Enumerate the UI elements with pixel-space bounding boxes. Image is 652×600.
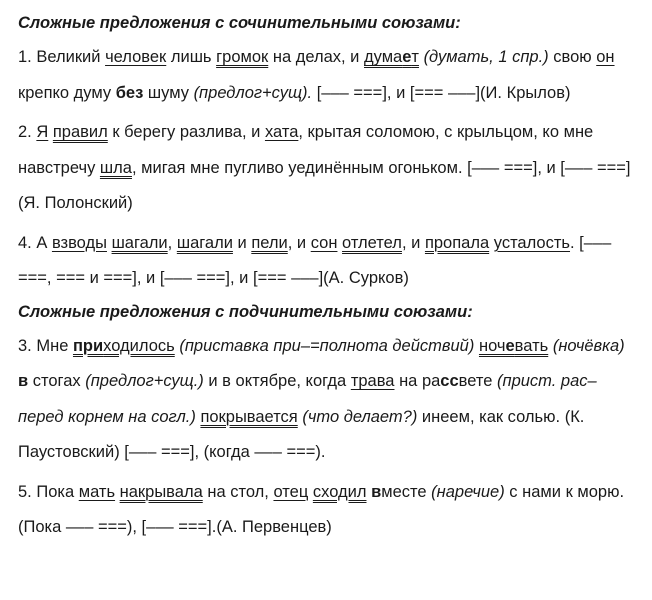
predicate: отлетел — [342, 233, 402, 252]
text: лишь — [166, 48, 217, 66]
text: , и — [287, 233, 311, 252]
sentence-1 — [18, 40, 638, 111]
text: 4. А — [18, 233, 52, 252]
predicate: пели — [251, 233, 288, 252]
highlight-letters: сс — [440, 372, 459, 390]
subject: хата — [264, 123, 299, 141]
word-part: вать — [514, 336, 549, 355]
text: и в октябре, когда — [203, 372, 351, 390]
text: и — [232, 233, 252, 252]
predicate: накрывала — [119, 482, 203, 501]
text: свою — [548, 48, 597, 66]
note: (приставка при–=полнота действий) — [179, 336, 475, 355]
heading-complex: Сложные предложения с подчинительными союзами: — [18, 302, 473, 321]
predicate: шагали — [176, 233, 233, 252]
text: на ра — [394, 372, 441, 390]
text: инеем, как солью. (К. Паустовский) [––– ===], (когда ––– ===). — [18, 407, 585, 461]
sentence-4 — [18, 226, 638, 297]
word-part: ходилось — [103, 336, 175, 355]
heading-compound: Сложные предложения с сочинительными союзами: — [18, 14, 461, 32]
text: . [––– ===, === и ===], и [––– ===], и [=== –––](А. Сурков) — [18, 233, 612, 287]
note: (предлог+сущ.) — [85, 372, 204, 390]
highlight-prefix: при — [72, 336, 104, 355]
predicate: шла — [99, 158, 132, 177]
word-part: т — [411, 48, 419, 66]
text: месте — [381, 482, 432, 501]
predicate: покрывается — [200, 407, 298, 426]
word-part: ноч — [478, 336, 506, 355]
subject: трава — [350, 372, 395, 390]
text: к берегу разлива, и — [107, 123, 265, 141]
note: (прист. рас– перед корнем на согл.) — [18, 372, 597, 426]
subject: он — [596, 48, 615, 66]
text: с нами к морю. (Пока ––– ===), [––– ===].(А. Первенцев) — [18, 482, 625, 536]
text: 5. Пока — [18, 482, 79, 501]
highlight-letter: е — [505, 336, 515, 355]
note: (думать, 1 спр.) — [423, 48, 549, 66]
sentence-3 — [18, 329, 638, 471]
bold-letter: в — [371, 482, 382, 501]
text: , — [167, 233, 177, 252]
text: крепко думу — [18, 83, 116, 102]
text: 1. Великий — [18, 48, 106, 66]
highlight-letter: е — [402, 48, 412, 66]
subject: усталость — [493, 233, 571, 252]
bold-word: в — [18, 372, 29, 390]
sentence-5 — [18, 475, 638, 546]
bold-word: без — [115, 83, 144, 102]
subject: человек — [105, 48, 167, 66]
subject: взводы — [51, 233, 107, 252]
predicate — [479, 337, 548, 355]
predicate: шагали — [111, 233, 168, 252]
predicate: громок — [216, 48, 269, 66]
predicate: пропала — [424, 233, 490, 252]
word-part: дума — [364, 48, 403, 66]
predicate — [73, 337, 175, 355]
text: шуму — [143, 83, 194, 102]
text: , крытая соломою, с крыльцом, ко мне навстречу — [18, 123, 594, 177]
predicate: сходил — [312, 482, 367, 501]
text: [––– ===], и [=== –––](И. Крылов) — [312, 83, 571, 102]
note: (наречие) — [431, 482, 505, 501]
predicate: правил — [52, 123, 108, 141]
text: 2. — [18, 123, 37, 141]
text: , и — [401, 233, 425, 252]
text: , мигая мне пугливо уединённым огоньком. [––– ===], и [––– ===](Я. Полонский) — [18, 158, 631, 212]
subject: сон — [310, 233, 338, 252]
subject: мать — [78, 482, 116, 501]
predicate — [364, 48, 419, 66]
text: на стол, — [202, 482, 274, 501]
text: на делах, и — [268, 48, 364, 66]
sentence-2 — [18, 115, 638, 222]
note: (что делает?) — [302, 407, 418, 426]
text: 3. Мне — [18, 336, 73, 355]
note: (предлог+сущ). — [193, 83, 313, 102]
note: (ночёвка) — [552, 336, 625, 355]
subject: Я — [36, 123, 49, 141]
text: стогах — [28, 372, 86, 390]
text: вете — [458, 372, 497, 390]
subject: отец — [273, 482, 309, 501]
